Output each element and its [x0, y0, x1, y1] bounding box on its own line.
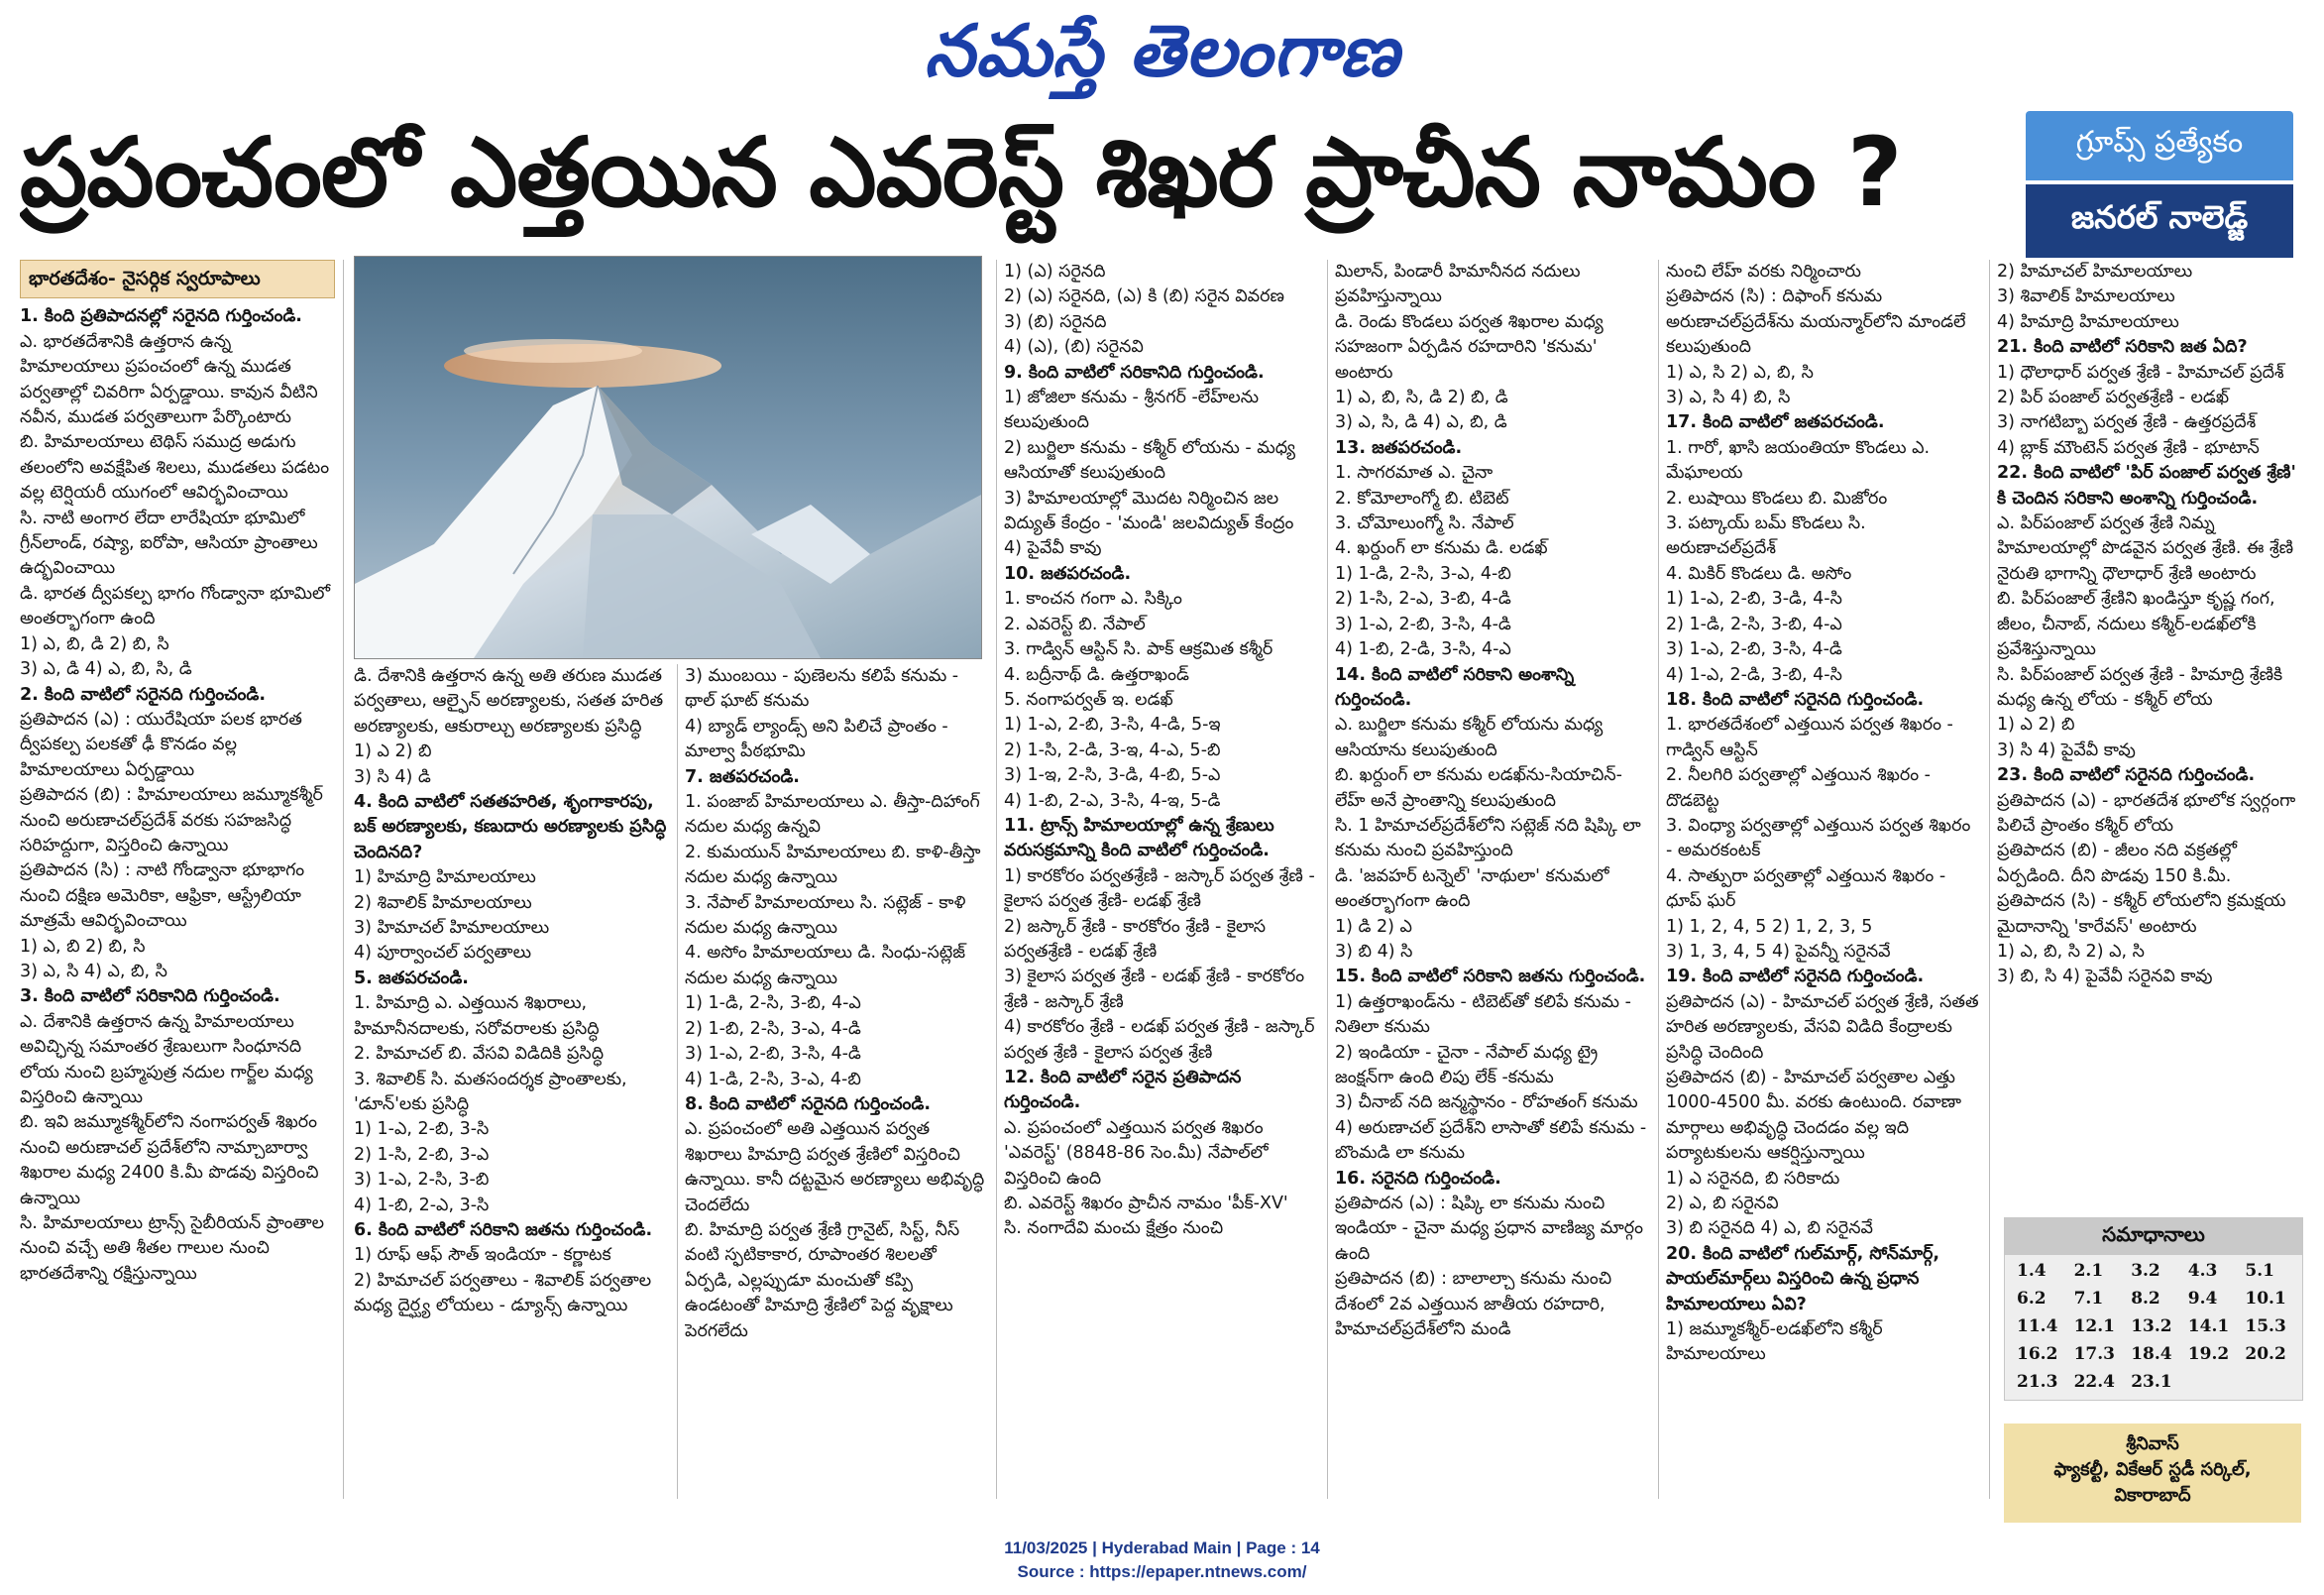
option-text: 3) హిమాలయాల్లో మొదట నిర్మించిన జల విద్యుత్ కేంద్రం - 'మండి' జలవిద్యుత్ కేంద్రం — [1004, 488, 1294, 534]
question-text: 2. కింది వాటిలో సరైనది గుర్తించండి. — [20, 684, 266, 705]
option-text: 2) శివాలిక్ హిమాలయాలు — [354, 892, 532, 913]
question-text: 16. సరైనది గుర్తించండి. — [1335, 1168, 1501, 1189]
option-text: 2) 1-సి, 2-ఎ, 3-బి, 4-డి — [1335, 589, 1511, 610]
option-text: 4) 1-ఎ, 2-డి, 3-బి, 4-సి — [1666, 664, 1842, 685]
option-text: 3) ముంబయి - పుణెలను కలిపే కనుమ - థాల్ ఘాట్ కనుమ — [685, 666, 959, 712]
question-text: 17. కింది వాటిలో జతపరచండి. — [1666, 412, 1885, 433]
option-text: ఎ. దేశానికి ఉత్తరాన ఉన్న హిమాలయాలు అవిచ్ఛిన్న సమాంతర శ్రేణులుగా సింధూనది లోయ నుంచి బ్రహ్మపుత్ర నదుల గార్జ్‌ల మధ్య విస్తరించి ఉన్నాయి — [20, 1011, 313, 1107]
answer-item: 23.1 — [2131, 1372, 2172, 1392]
question-text: 8. కింది వాటిలో సరైనది గుర్తించండి. — [685, 1093, 931, 1114]
option-text: ప్రతిపాదన (సి) : దిఫాంగ్ కనుమ అరుణాచల్‌ప్రదేశ్‌ను మయన్మార్‌లోని మాండలే కలుపుతుంది — [1666, 286, 1966, 358]
option-text: 5. నంగాపర్వత్ ఇ. లడఖ్ — [1004, 689, 1173, 710]
column-divider — [343, 260, 344, 1499]
option-text: 4. సాత్పురా పర్వతాల్లో ఎత్తయిన శిఖరం - ధూప్ ఘర్ — [1666, 865, 1946, 912]
question-text: 14. కింది వాటిలో సరికాని అంశాన్ని గుర్తించండి. — [1335, 664, 1575, 710]
answer-item: 19.2 — [2187, 1344, 2230, 1364]
option-text: 4. అసోం హిమాలయాలు డి. సింధు-సట్లెజ్ నదుల మధ్య ఉన్నాయి — [685, 943, 966, 988]
option-text: 3) శివాలిక్ హిమాలయాలు — [1997, 286, 2175, 307]
option-text: సి. హిమాలయాలు ట్రాన్స్ సైబీరియన్ ప్రాంతాల నుంచి వచ్చే అతి శీతల గాలుల నుంచి భారతదేశాన్ని రక్షిస్తున్నాయి — [20, 1213, 324, 1284]
answer-item: 10.1 — [2245, 1289, 2286, 1309]
option-text: బి. ఎవరెస్ట్ శిఖరం ప్రాచీన నామం 'పీక్-XV' — [1004, 1194, 1288, 1214]
option-text: ఎ. భారతదేశానికి ఉత్తరాన ఉన్న హిమాలయాలు ప్రపంచంలో ఉన్న ముడత పర్వతాల్లో చివరిగా ఏర్పడ్డాయి. కావున వీటిని నవీన, ముడత పర్వతాలుగా పేర్కొంటారు — [20, 331, 318, 428]
option-text: 2) ఇండియా - చైనా - నేపాల్ మధ్య ట్రై జంక్షన్‌గా ఉంది లిపు లేక్ -కనుమ — [1335, 1042, 1599, 1087]
option-text: సి. 1 హిమాచల్‌ప్రదేశ్‌లోని సట్లెజ్ నది షిప్కి లా కనుమ నుంచి ప్రవహిస్తుంది — [1335, 815, 1641, 861]
option-text: 2) (ఎ) సరైనది, (ఎ) కి (బి) సరైన వివరణ — [1004, 286, 1284, 307]
column-divider — [677, 664, 678, 1499]
answer-item: 15.3 — [2245, 1316, 2286, 1336]
option-text: 2) 1-డి, 2-సి, 3-బి, 4-ఎ — [1666, 614, 1842, 634]
answers-title: సమాధానాలు — [2005, 1218, 2302, 1255]
option-text: 3) 1, 3, 4, 5 4) పైవన్నీ సరైనవే — [1666, 941, 1891, 962]
column-divider — [1989, 260, 1990, 1499]
author-location: వికారాబాద్ — [2114, 1485, 2191, 1506]
option-text: 3) బి, సి 4) పైవేవీ సరైనవి కావు — [1997, 967, 2213, 987]
option-text: 2. కోమోలాంగ్మో బి. టిబెట్ — [1335, 488, 1509, 509]
answer-item: 8.2 — [2131, 1289, 2160, 1309]
option-text: ఎ. ప్రపంచంలో ఎత్తయిన పర్వత శిఖరం 'ఎవరెస్ట్' (8848-86 సెం.మీ) నేపాల్‌లో విస్తరించి ఉంది — [1004, 1117, 1269, 1189]
option-text: 1) రూఫ్ ఆఫ్ సౌత్ ఇండియా - కర్ణాటక — [354, 1245, 611, 1266]
option-text: 3) 1-ఎ, 2-బి, 3-సి, 4-డి — [685, 1044, 861, 1065]
option-text: 1) 1-ఎ, 2-బి, 3-డి, 4-సి — [1666, 589, 1842, 610]
option-text: 3) చీనాబ్ నది జన్మస్థానం - రోహతంగ్ కనుమ — [1335, 1092, 1638, 1113]
option-text: 1. గారో, ఖాసి జయంతియా కొండలు ఎ. మేఘాలయ — [1666, 437, 1931, 484]
option-text: 1) 1, 2, 4, 5 2) 1, 2, 3, 5 — [1666, 916, 1873, 937]
answer-item: 14.1 — [2187, 1316, 2230, 1336]
option-text: 1) కారకోరం పర్వతశ్రేణి - జస్కార్ పర్వత శ్రేణి - కైలాస పర్వత శ్రేణి- లడఖ్ శ్రేణి — [1004, 865, 1315, 912]
question-text: 9. కింది వాటిలో సరికానిది గుర్తించండి. — [1004, 362, 1265, 383]
option-text: ప్రతిపాదన (ఎ) - భారతదేశ భూలోక స్వర్గంగా పిలిచే ప్రాంతం కశ్మీర్ లోయ — [1997, 790, 2296, 836]
answer-item: 17.3 — [2073, 1344, 2115, 1364]
section-title: భారతదేశం- నైసర్గిక స్వరూపాలు — [20, 260, 335, 298]
option-text: 3. చోమోలుంగ్మో సి. నేపాల్ — [1335, 513, 1514, 534]
option-text: 1. భారతదేశంలో ఎత్తయిన పర్వత శిఖరం - గాడ్విన్ ఆస్టిన్ — [1666, 715, 1953, 760]
option-text: బి. హిమాలయాలు టెథిస్ సముద్ర అడుగు తలంలోని అవక్షేపిత శిలలు, ముడతలు పడటం వల్ల టెర్షియరీ యుగంలో ఆవిర్భవించాయి — [20, 432, 330, 504]
footer-source-link[interactable]: Source : https://epaper.ntnews.com/ — [1017, 1562, 1307, 1581]
option-text: 2. హిమాచల్ బి. వేసవి విడిదికి ప్రసిద్ధి — [354, 1044, 605, 1065]
option-text: 3) ఎ, సి 4) బి, సి — [1666, 388, 1791, 408]
question-text: 22. కింది వాటిలో 'పిర్ పంజాల్ పర్వత శ్రేణి' కి చెందిన సరికాని అంశాన్ని గుర్తించండి. — [1997, 463, 2296, 509]
answer-item: 3.2 — [2131, 1261, 2160, 1281]
option-text: 4) బ్లాక్ మౌంటెన్ పర్వత శ్రేణి - భూటాన్ — [1997, 437, 2260, 458]
option-text: 3) ఎ, డి 4) ఎ, బి, సి, డి — [20, 659, 192, 680]
column-7 — [1997, 260, 2304, 1211]
option-text: 3) ఎ, సి 4) ఎ, బి, సి — [20, 961, 167, 981]
option-text: 3) 1-ఎ, 2-బి, 3-సి, 4-డి — [1335, 614, 1511, 634]
option-text: 4) (ఎ), (బి) సరైనవి — [1004, 337, 1144, 358]
section-tag — [2026, 111, 2293, 258]
tag-general-knowledge: జనరల్ నాలెడ్జ్ — [2026, 184, 2293, 258]
answer-item: 1.4 — [2017, 1261, 2047, 1281]
column-6 — [1666, 260, 1981, 1499]
question-text: 7. జతపరచండి. — [685, 766, 800, 787]
option-text: 3) 1-ఎ, 2-బి, 3-సి, 4-డి — [1666, 639, 1842, 660]
column-4 — [1004, 260, 1319, 1499]
option-text: ఎ. ప్రపంచంలో అతి ఎత్తయిన పర్వత శిఖరాలు హిమాద్రి పర్వత శ్రేణిలో విస్తరించి ఉన్నాయి. కానీ దట్టమైన అరణ్యాలు అభివృద్ధి చెందలేదు — [685, 1119, 985, 1215]
option-text: 1) (ఎ) సరైనది — [1004, 262, 1106, 282]
option-text: 2) 1-బి, 2-సి, 3-ఎ, 4-డి — [685, 1018, 861, 1039]
option-text: బి. హిమాద్రి పర్వత శ్రేణి గ్రానైట్, సిస్ట్, నీస్ వంటి స్ఫటికాకార, రూపాంతర శిలలతో ఏర్పడి, ఎల్లప్పుడూ మంచుతో కప్పి ఉండటంతో హిమాద్రి శ్రేణిలో పెద్ద వృక్షాలు పెరగలేదు — [685, 1219, 960, 1341]
answers-grid — [2005, 1255, 2302, 1400]
option-text: 1) ఉత్తరాఖండ్‌ను - టిబెట్‌తో కలిపే కనుమ - నితిలా కనుమ — [1335, 991, 1631, 1038]
question-text: 11. ట్రాన్స్ హిమాలయాల్లో ఉన్న శ్రేణులు వరుసక్రమాన్ని కింది వాటిలో గుర్తించండి. — [1004, 815, 1274, 861]
question-text: 12. కింది వాటిలో సరైన ప్రతిపాదన గుర్తించండి. — [1004, 1068, 1242, 1113]
option-text: 3) బి సరైనది 4) ఎ, బి సరైనవే — [1666, 1218, 1873, 1239]
question-text: 5. జతపరచండి. — [354, 968, 469, 988]
question-text: 6. కింది వాటిలో సరికాని జతను గుర్తించండి. — [354, 1219, 653, 1240]
column-5 — [1335, 260, 1650, 1499]
option-text: బి. ఖర్దుంగ్ లా కనుమ లడఖ్‌ను-సియాచిన్-లేహ్ అనే ప్రాంతాన్ని కలుపుతుంది — [1335, 765, 1622, 811]
question-text: 4. కింది వాటిలో సతతహరిత, శృంగాకారపు, బక్ అరణ్యాలకు, కణుదారు అరణ్యాలకు ప్రసిద్ధి చెందినది? — [354, 792, 667, 862]
option-text: 2) 1-సి, 2-డి, 3-ఇ, 4-ఎ, 5-బి — [1004, 740, 1221, 760]
option-text: 3) ఎ, సి, డి 4) ఎ, బి, డి — [1335, 412, 1507, 433]
option-text: 1) ఎ, బి, డి 2) బి, సి — [20, 633, 169, 654]
option-text: 2) హిమాచల్ హిమాలయాలు — [1997, 262, 2193, 282]
option-text: 1) ఎ 2) బి — [354, 741, 432, 762]
question-text: 3. కింది వాటిలో సరికానిది గుర్తించండి. — [20, 986, 280, 1007]
masthead-logo: నమస్తే తెలంగాణ — [924, 8, 1400, 92]
question-text: 21. కింది వాటిలో సరికాని జత ఏది? — [1997, 337, 2248, 358]
answer-item: 9.4 — [2187, 1289, 2218, 1309]
answer-item: 22.4 — [2073, 1372, 2115, 1392]
option-text: 1) 1-ఎ, 2-బి, 3-సి — [354, 1119, 490, 1140]
option-text: డి. దేశానికి ఉత్తరాన ఉన్న అతి తరుణ ముడత పర్వతాలు, ఆల్ఫైన్ అరణ్యాలకు, సతత హరిత అరణ్యాలకు, ఆకురాల్చు అరణ్యాలకు ప్రసిద్ధి — [354, 666, 664, 737]
question-text: 10. జతపరచండి. — [1004, 563, 1132, 584]
answers-box — [2004, 1217, 2303, 1401]
option-text: 4) పూర్వాంచల్ పర్వతాలు — [354, 943, 532, 964]
option-text: ప్రతిపాదన (సి) : నాటి గోండ్వానా భూభాగం నుంచి దక్షిణ అమెరికా, ఆఫ్రికా, ఆస్ట్రేలియా మాత్రమే ఆవిర్భవించాయి — [20, 860, 305, 932]
option-text: 2) బుర్జిలా కనుమ - కశ్మీర్ లోయను - మధ్య ఆసియాతో కలుపుతుంది — [1004, 437, 1296, 484]
question-text: 18. కింది వాటిలో సరైనది గుర్తించండి. — [1666, 689, 1925, 710]
option-text: 2) జస్కార్ శ్రేణి - కారకోరం శ్రేణి - కైలాస పర్వతశ్రేణి - లడఖ్ శ్రేణి — [1004, 916, 1267, 962]
option-text: 3) కైలాస పర్వత శ్రేణి - లడఖ్ శ్రేణి - కారకోరం శ్రేణి - జస్కార్ శ్రేణి — [1004, 967, 1305, 1012]
option-text: 2. నీలగిరి పర్వతాల్లో ఎత్తయిన శిఖరం - దొడబెట్ట — [1666, 765, 1932, 811]
option-text: 1) 1-డి, 2-సి, 3-ఎ, 4-బి — [1335, 563, 1511, 584]
option-text: ప్రతిపాదన (ఎ) - హిమాచల్ పర్వత శ్రేణి, సతత హరిత అరణ్యాలకు, వేసవి విడిది కేంద్రాలకు ప్రసిద్ధి చెందింది — [1666, 991, 1979, 1063]
option-text: సి. పిర్‌పంజాల్ పర్వత శ్రేణి - హిమాద్రి శ్రేణికి మధ్య ఉన్న లోయ - కశ్మీర్ లోయ — [1997, 664, 2283, 710]
option-text: 3) సి 4) పైవేవీ కావు — [1997, 740, 2136, 760]
question-text: 1. కింది ప్రతిపాదనల్లో సరైనది గుర్తించండి. — [20, 306, 302, 327]
option-text: డి. భారత ద్వీపకల్ప భాగం గోండ్వానా భూమిలో అంతర్భాగంగా ఉంది — [20, 583, 331, 629]
answer-item: 2.1 — [2073, 1261, 2104, 1281]
answer-item: 12.1 — [2073, 1316, 2115, 1336]
option-text: ప్రతిపాదన (బి) - జీలం నది వక్రతల్లో ఏర్పడింది. దీని పొడవు 150 కి.మీ. — [1997, 841, 2237, 886]
option-text: 4) కారకోరం శ్రేణి - లడఖ్ పర్వత శ్రేణి - జస్కార్ పర్వత శ్రేణి - కైలాస పర్వత శ్రేణి — [1004, 1017, 1315, 1063]
option-text: 1) జోజిలా కనుమ - శ్రీనగర్ -లేహ్‌లను కలుపుతుంది — [1004, 388, 1260, 433]
option-text: ప్రతిపాదన (ఎ) : యురేషియా పలక భారత ద్వీపకల్ప పలకతో ఢీ కొనడం వల్ల హిమాలయాలు ఏర్పడ్డాయి — [20, 709, 302, 780]
option-text: 1. పంజాబ్ హిమాలయాలు ఎ. తీస్తా-దిహాంగ్ నదుల మధ్య ఉన్నవి — [685, 792, 980, 838]
option-text: 1. హిమాద్రి ఎ. ఎత్తయిన శిఖరాలు, హిమానీనదాలకు, సరోవరాలకు ప్రసిద్ధి — [354, 993, 600, 1039]
option-text: మిలాన్, పిండారీ హిమానీనద నదులు ప్రవహిస్తున్నాయి — [1335, 262, 1581, 307]
footer-date-edition: 11/03/2025 | Hyderabad Main | Page : 14 — [1004, 1538, 1320, 1557]
column-divider — [1658, 260, 1659, 1499]
option-text: 1) ఎ, బి, సి 2) ఎ, సి — [1997, 941, 2145, 962]
author-credit — [2004, 1424, 2301, 1523]
option-text: ప్రతిపాదన (ఎ) : షిప్కి లా కనుమ నుంచి ఇండియా - చైనా మధ్య ప్రధాన వాణిజ్య మార్గం ఉంది — [1335, 1194, 1644, 1264]
option-text: 2) పిర్ పంజాల్ పర్వతశ్రేణి - లడఖ్ — [1997, 388, 2230, 408]
option-text: 4) హిమాద్రి హిమాలయాలు — [1997, 311, 2179, 332]
option-text: ప్రతిపాదన (బి) : హిమాలయాలు జమ్మూకశ్మీర్ నుంచి అరుణాచల్‌ప్రదేశ్ వరకు సహజసిద్ధ సరిహద్దుగా, విస్తరించి ఉన్నాయి — [20, 785, 323, 855]
option-text: 2) ఎ, బి సరైనవి — [1666, 1194, 1779, 1214]
question-text: 19. కింది వాటిలో సరైనది గుర్తించండి. — [1666, 967, 1925, 987]
option-text: 1) 1-ఎ, 2-బి, 3-సి, 4-డి, 5-ఇ — [1004, 715, 1221, 736]
option-text: ప్రతిపాదన (సి) - కశ్మీర్ లోయలోని క్రమక్షయ మైదానాన్ని 'కారేవస్' అంటారు — [1997, 891, 2286, 937]
option-text: 1) ఎ 2) బి — [1997, 715, 2075, 736]
column-1 — [20, 260, 335, 1499]
option-text: 3) 1-ఎ, 2-సి, 3-బి — [354, 1170, 490, 1191]
option-text: 3. వింధ్యా పర్వతాల్లో ఎత్తయిన పర్వత శిఖరం - అమరకంటక్ — [1666, 815, 1971, 861]
column-3 — [685, 664, 988, 1499]
author-name: శ్రీనివాస్ — [2126, 1433, 2179, 1454]
option-text: బి. పిర్‌పంజాల్ శ్రేణిని ఖండిస్తూ కృష్ణ గంగ, జీలం, చీనాబ్, నదులు కశ్మీర్-లడఖ్‌లోకి ప్రవేశిస్తున్నాయి — [1997, 589, 2275, 660]
answer-item: 4.3 — [2187, 1261, 2218, 1281]
option-text: ప్రతిపాదన (బి) : బాలాల్చా కనుమ నుంచి దేశంలో 2వ ఎత్తయిన జాతీయ రహదారి, హిమాచల్‌ప్రదేశ్‌లోని మండి — [1335, 1269, 1612, 1340]
option-text: ఎ. పిర్‌పంజాల్ పర్వత శ్రేణి నిమ్న హిమాలయాల్లో పొడవైన పర్వత శ్రేణి. ఈ శ్రేణి నైరుతి భాగాన్ని ధౌలాధార్ శ్రేణి అంటారు — [1997, 513, 2294, 584]
option-text: 4. మికిర్ కొండలు డి. అసోం — [1666, 563, 1852, 584]
question-text: 20. కింది వాటిలో గుల్‌మార్గ్, సోన్‌మార్గ్, పాయల్‌మార్గ్‌లు విస్తరించి ఉన్న ప్రధాన హిమాలయాలు ఏవి? — [1666, 1243, 1940, 1314]
option-text: 1) హిమాద్రి హిమాలయాలు — [354, 867, 536, 888]
option-text: సి. నాటి అంగార లేదా లారేషియా భూమిలో గ్రీన్‌లాండ్, రష్యా, ఐరోపా, ఆసియా ప్రాంతాలు ఉద్భవించాయి — [20, 508, 318, 579]
option-text: 4. బద్రీనాథ్ డి. ఉత్తరాఖండ్ — [1004, 664, 1189, 685]
option-text: డి. 'జవహర్ టన్నెల్' 'నాథులా' కనుమలో అంతర్భాగంగా ఉంది — [1335, 865, 1609, 912]
page-footer — [0, 1537, 2324, 1584]
option-text: 3) బి 4) సి — [1335, 941, 1413, 962]
option-text: 1) ఎ, సి 2) ఎ, బి, సి — [1666, 362, 1814, 383]
option-text: 4) పైవేవీ కావు — [1004, 538, 1102, 559]
answer-item: 5.1 — [2245, 1261, 2274, 1281]
column-divider — [1327, 260, 1328, 1499]
option-text: 2) 1-సి, 2-బి, 3-ఎ — [354, 1144, 490, 1165]
option-text: 1. సాగరమాత ఎ. చైనా — [1335, 463, 1494, 484]
option-text: బి. ఇవి జమ్మూకశ్మీర్‌లోని నంగాపర్వత్ శిఖరం నుంచి అరుణాచల్ ప్రదేశ్‌లోని నామ్చాబార్వా శిఖరాల మధ్య 2400 కి.మీ పొడవు విస్తరించి ఉన్నాయి — [20, 1112, 319, 1208]
column-divider — [996, 260, 997, 1499]
answer-item: 11.4 — [2017, 1316, 2058, 1336]
question-text: 15. కింది వాటిలో సరికాని జతను గుర్తించండి. — [1335, 967, 1646, 987]
headline: ప్రపంచంలో ఎత్తయిన ఎవరెస్ట్ శిఖర ప్రాచీన నామం ? — [20, 117, 1902, 228]
option-text: 3) సి 4) డి — [354, 766, 431, 787]
option-text: 1) ఎ, బి, సి, డి 2) బి, డి — [1335, 388, 1508, 408]
answer-item: 13.2 — [2131, 1316, 2172, 1336]
question-text: 13. జతపరచండి. — [1335, 437, 1463, 458]
option-text: 4) 1-డి, 2-సి, 3-ఎ, 4-బి — [685, 1069, 861, 1089]
option-text: 1) జమ్మూకశ్మీర్-లడఖ్‌లోని కశ్మీర్ హిమాలయాలు — [1666, 1319, 1883, 1365]
option-text: 4) అరుణాచల్ ప్రదేశ్‌ని లాసాతో కలిపే కనుమ - బొంమడి లా కనుమ — [1335, 1117, 1647, 1164]
option-text: 1. కాంచన గంగా ఎ. సిక్కిం — [1004, 589, 1182, 610]
everest-photo — [354, 256, 982, 659]
answer-item: 21.3 — [2017, 1372, 2058, 1392]
option-text: 1) ధౌలాధార్ పర్వత శ్రేణి - హిమాచల్ ప్రదేశ్ — [1997, 362, 2284, 383]
answer-item: 16.2 — [2017, 1344, 2058, 1364]
option-text: 3) 1-ఇ, 2-సి, 3-డి, 4-బి, 5-ఎ — [1004, 765, 1221, 786]
option-text: 1) ఎ, బి 2) బి, సి — [20, 936, 146, 957]
option-text: 2. కుమయున్ హిమాలయాలు బి. కాళి-తీస్తా నదుల మధ్య ఉన్నాయి — [685, 842, 981, 888]
option-text: 3. నేపాల్ హిమాలయాలు సి. సట్లెజ్ - కాళి నదుల మధ్య ఉన్నాయి — [685, 892, 966, 939]
mountain-image — [355, 257, 981, 658]
option-text: నుంచి లేహ్ వరకు నిర్మించారు — [1666, 262, 1861, 282]
option-text: ప్రతిపాదన (బి) - హిమాచల్ పర్వతాల ఎత్తు 1000-4500 మీ. వరకు ఉంటుంది. రవాణా మార్గాలు అభివృద్ధి చెందడం వల్ల ఇది పర్యాటకులను ఆకర్షిస్తున్నాయి — [1666, 1068, 1962, 1164]
option-text: 3. శివాలిక్ సి. మతసందర్శక ప్రాంతాలకు, 'డూన్'లకు ప్రసిద్ధి — [354, 1069, 627, 1114]
question-text: 23. కింది వాటిలో సరైనది గుర్తించండి. — [1997, 765, 2256, 786]
option-text: 3) హిమాచల్ హిమాలయాలు — [354, 918, 550, 939]
author-affiliation: ఫ్యాకల్టీ, వికేఆర్ స్టడీ సర్కిల్, — [2053, 1459, 2252, 1480]
option-text: 2. లుషాయి కొండలు బి. మిజోరం — [1666, 488, 1888, 509]
option-text: సి. నంగాదేవి మంచు క్షేత్రం నుంచి — [1004, 1218, 1224, 1239]
option-text: 3. పట్కాయ్ బమ్ కొండలు సి. అరుణాచల్‌ప్రదేశ్ — [1666, 513, 1866, 559]
option-text: 1) ఎ సరైనది, బి సరికాదు — [1666, 1168, 1840, 1189]
option-text: 4) 1-బి, 2-ఎ, 3-సి, 4-ఇ, 5-డి — [1004, 790, 1221, 811]
option-text: ఎ. బుర్జిలా కనుమ కశ్మీర్ లోయను మధ్య ఆసియాను కలుపుతుంది — [1335, 715, 1604, 760]
option-text: 4) 1-బి, 2-డి, 3-సి, 4-ఎ — [1335, 639, 1511, 660]
option-text: 4) బ్యాడ్ ల్యాండ్స్ అని పిలిచే ప్రాంతం - మాల్వా పీఠభూమి — [685, 716, 948, 762]
option-text: 2. ఎవరెస్ట్ బి. నేపాల్ — [1004, 614, 1146, 634]
answer-item: 7.1 — [2073, 1289, 2104, 1309]
option-text: 3) (బి) సరైనది — [1004, 311, 1107, 332]
option-text: 2) హిమాచల్ పర్వతాలు - శివాలిక్ పర్వతాల మధ్య దైర్ఘ్య లోయలు - డ్యూన్స్ ఉన్నాయి — [354, 1270, 652, 1316]
option-text: 1) 1-డి, 2-సి, 3-బి, 4-ఎ — [685, 993, 861, 1014]
option-text: 4. ఖర్దుంగ్ లా కనుమ డి. లడఖ్ — [1335, 538, 1548, 559]
answer-item: 20.2 — [2245, 1344, 2286, 1364]
option-text: 1) డి 2) ఎ — [1335, 916, 1413, 937]
column-2 — [354, 664, 669, 1499]
option-text: డి. రెండు కొండలు పర్వత శిఖరాల మధ్య సహజంగా ఏర్పడిన రహదారిని 'కనుమ' అంటారు — [1335, 311, 1604, 383]
tag-groups-special: గ్రూప్స్ ప్రత్యేకం — [2026, 111, 2293, 180]
option-text: 3. గాడ్విన్ ఆస్టిన్ సి. పాక్ ఆక్రమిత కశ్మీర్ — [1004, 639, 1273, 660]
option-text: 3) నాగటిబ్బా పర్వత శ్రేణి - ఉత్తరప్రదేశ్ — [1997, 412, 2257, 433]
answer-item: 18.4 — [2131, 1344, 2172, 1364]
answer-item: 6.2 — [2017, 1289, 2047, 1309]
option-text: 4) 1-బి, 2-ఎ, 3-సి — [354, 1195, 490, 1215]
